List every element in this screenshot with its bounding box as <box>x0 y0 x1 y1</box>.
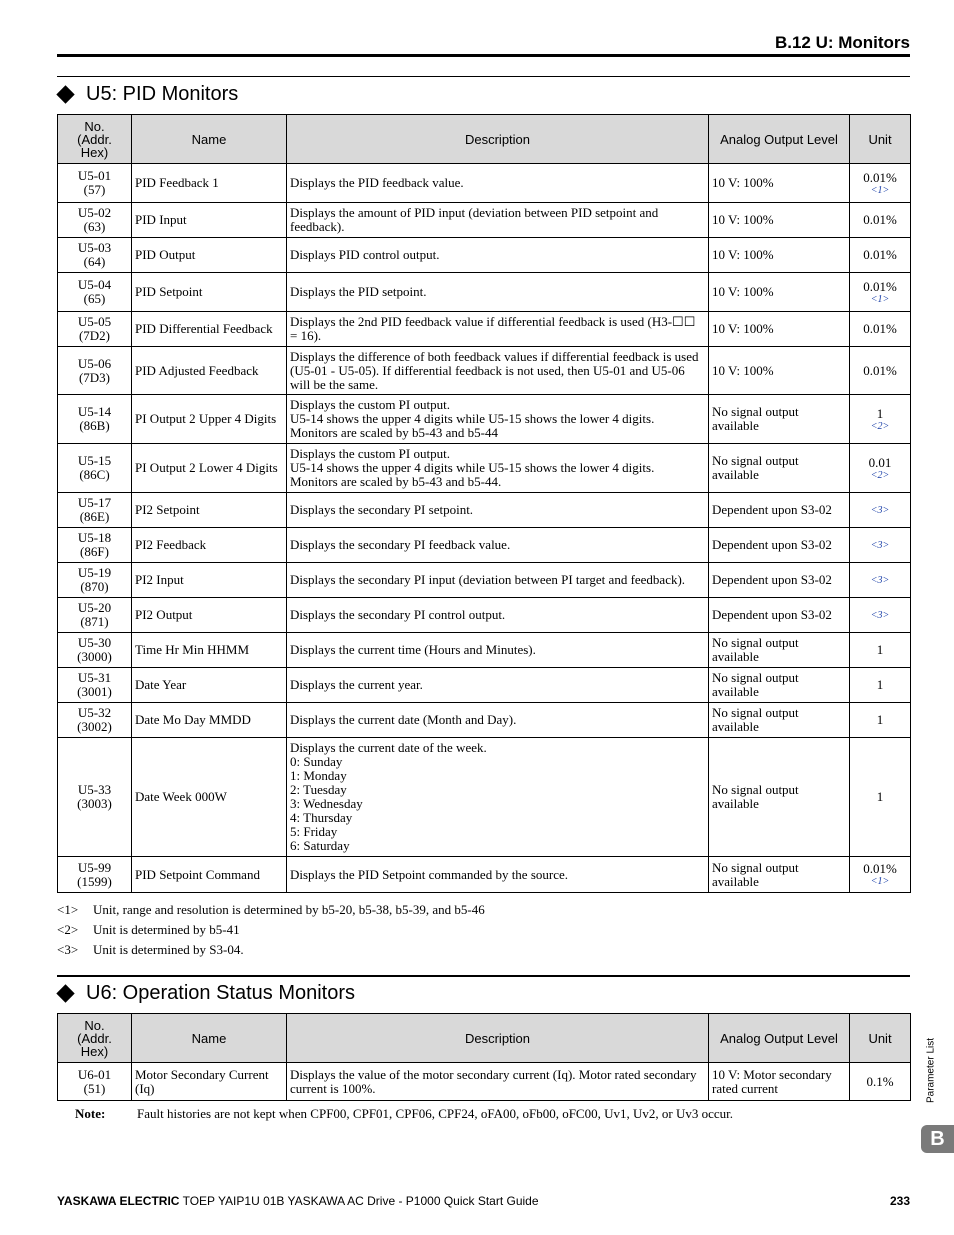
param-number: U5-06 (7D3) <box>58 347 132 395</box>
param-name: PI Output 2 Lower 4 Digits <box>132 444 287 493</box>
table-row <box>58 1063 911 1101</box>
u6-parameter-table <box>57 1013 911 1101</box>
param-description: Displays the current date (Month and Day). <box>287 703 709 738</box>
param-analog-output: 10 V: 100% <box>709 312 850 347</box>
param-number: U5-30 (3000) <box>58 633 132 668</box>
param-number: U5-99 (1599) <box>58 857 132 893</box>
param-description: Displays the 2nd PID feedback value if differential feedback is used (H3-☐☐ = 16). <box>287 312 709 347</box>
param-name: PI2 Setpoint <box>132 493 287 528</box>
param-name: Motor Secondary Current (Iq) <box>132 1063 287 1101</box>
param-unit <box>850 598 911 633</box>
param-analog-output: No signal output available <box>709 633 850 668</box>
u6-section-title <box>57 982 355 1005</box>
unit-value: 1 <box>876 789 884 804</box>
table-row <box>58 703 911 738</box>
param-analog-output: No signal output available <box>709 444 850 493</box>
param-description: Displays the secondary PI feedback value. <box>287 528 709 563</box>
param-unit <box>850 395 911 444</box>
side-label <box>921 1030 939 1110</box>
table-header-row <box>58 1014 911 1063</box>
u5-footnotes <box>57 900 485 960</box>
param-analog-output: 10 V: 100% <box>709 238 850 273</box>
param-number: U5-03 (64) <box>58 238 132 273</box>
table-row <box>58 164 911 203</box>
param-name: PID Setpoint <box>132 273 287 312</box>
unit-value: 1 <box>876 405 884 421</box>
param-analog-output: 10 V: 100% <box>709 347 850 395</box>
param-unit <box>850 703 911 738</box>
page-footer <box>57 1194 910 1208</box>
table-row <box>58 444 911 493</box>
param-analog-output: No signal output available <box>709 738 850 857</box>
param-analog-output: 10 V: Motor secondary rated current <box>709 1063 850 1101</box>
unit-value: 0.1% <box>866 1073 894 1089</box>
footnote-ref: <3> <box>870 609 890 621</box>
param-analog-output: No signal output available <box>709 703 850 738</box>
table-row <box>58 738 911 857</box>
param-name: PID Adjusted Feedback <box>132 347 287 395</box>
unit-value: 1 <box>876 642 884 657</box>
footnote <box>57 900 485 920</box>
footnote-ref: <3> <box>870 504 890 516</box>
footnote-text: Unit is determined by b5-41 <box>93 922 240 937</box>
param-number: U5-18 (86F) <box>58 528 132 563</box>
col-header-unit: Unit <box>850 1014 911 1063</box>
footnote-ref: <3> <box>870 539 890 551</box>
footnote <box>57 940 485 960</box>
param-unit <box>850 347 911 395</box>
param-unit <box>850 312 911 347</box>
param-name: Date Week 000W <box>132 738 287 857</box>
col-header-description: Description <box>287 115 709 164</box>
table-row <box>58 493 911 528</box>
header-rule <box>57 54 910 57</box>
col-header-analog-output: Analog Output Level <box>709 115 850 164</box>
table-row <box>58 857 911 893</box>
param-analog-output: No signal output available <box>709 857 850 893</box>
unit-value: 1 <box>876 677 884 692</box>
u5-title-text: U5: PID Monitors <box>86 83 239 105</box>
param-name: PID Setpoint Command <box>132 857 287 893</box>
param-description: Displays the amount of PID input (deviation between PID setpoint and feedback). <box>287 203 709 238</box>
footnote-key: <1> <box>57 902 79 917</box>
param-name: Date Year <box>132 668 287 703</box>
table-row <box>58 347 911 395</box>
param-unit <box>850 563 911 598</box>
param-number: U5-31 (3001) <box>58 668 132 703</box>
param-number: U5-33 (3003) <box>58 738 132 857</box>
param-analog-output: 10 V: 100% <box>709 273 850 312</box>
param-number: U5-04 (65) <box>58 273 132 312</box>
param-name: PI2 Input <box>132 563 287 598</box>
param-description: Displays the secondary PI setpoint. <box>287 493 709 528</box>
param-analog-output: Dependent upon S3-02 <box>709 563 850 598</box>
unit-value: 0.01% <box>863 861 897 876</box>
param-number: U5-05 (7D2) <box>58 312 132 347</box>
footnote-ref: <1> <box>870 184 890 196</box>
section-rule-2 <box>57 975 910 977</box>
section-header: B.12 U: Monitors <box>774 33 910 52</box>
col-header-analog-output: Analog Output Level <box>709 1014 850 1063</box>
table-row <box>58 312 911 347</box>
footnote-ref: <3> <box>870 574 890 586</box>
param-description: Displays the secondary PI control output. <box>287 598 709 633</box>
footer-doc: TOEP YAIP1U 01B YASKAWA AC Drive - P1000 Quick Start Guide <box>179 1194 539 1208</box>
param-number: U6-01 (51) <box>58 1063 132 1101</box>
table-row <box>58 668 911 703</box>
table-header-row <box>58 115 911 164</box>
param-unit <box>850 493 911 528</box>
param-description: Displays the custom PI output. U5-14 shows the upper 4 digits while U5-15 shows the lower 4 digits. Monitors are scaled by b5-43 and b5-44 <box>287 395 709 444</box>
param-number: U5-19 (870) <box>58 563 132 598</box>
table-row <box>58 238 911 273</box>
param-unit <box>850 164 911 203</box>
u6-title-text: U6: Operation Status Monitors <box>86 982 356 1004</box>
table-row <box>58 633 911 668</box>
param-description: Displays PID control output. <box>287 238 709 273</box>
param-analog-output: 10 V: 100% <box>709 164 850 203</box>
section-rule <box>57 76 910 77</box>
appendix-tab: B <box>921 1125 954 1153</box>
param-number: U5-01 (57) <box>58 164 132 203</box>
col-header-unit: Unit <box>850 115 911 164</box>
unit-value: 0.01% <box>863 278 897 294</box>
param-analog-output: 10 V: 100% <box>709 203 850 238</box>
param-analog-output: No signal output available <box>709 668 850 703</box>
unit-value: 0.01% <box>863 321 897 336</box>
param-description: Displays the current date of the week. 0: Sunday 1: Monday 2: Tuesday 3: Wednesday 4: Thursday 5: Friday 6: Saturday <box>287 738 709 857</box>
param-description: Displays the current time (Hours and Minutes). <box>287 633 709 668</box>
param-number: U5-20 (871) <box>58 598 132 633</box>
param-unit <box>850 238 911 273</box>
param-number: U5-32 (3002) <box>58 703 132 738</box>
footnote-text: Unit is determined by S3-04. <box>93 942 244 957</box>
footer-brand: YASKAWA ELECTRIC <box>57 1194 180 1208</box>
unit-value: 0.01 <box>868 454 892 470</box>
diamond-bullet-icon <box>56 984 74 1002</box>
param-unit <box>850 633 911 668</box>
note-label: Note: <box>75 1106 106 1121</box>
u5-section-title <box>57 83 238 106</box>
param-description: Displays the PID feedback value. <box>287 164 709 203</box>
col-header-name: Name <box>132 115 287 164</box>
param-name: PID Input <box>132 203 287 238</box>
page-number: 233 <box>889 1194 910 1208</box>
param-analog-output: No signal output available <box>709 395 850 444</box>
param-analog-output: Dependent upon S3-02 <box>709 528 850 563</box>
unit-value: 0.01% <box>863 247 897 262</box>
footnote-key: <2> <box>57 922 79 937</box>
footnote-text: Unit, range and resolution is determined by b5-20, b5-38, b5-39, and b5-46 <box>93 902 485 917</box>
param-description: Displays the PID Setpoint commanded by the source. <box>287 857 709 893</box>
param-number: U5-02 (63) <box>58 203 132 238</box>
unit-value: 0.01% <box>863 362 897 378</box>
footnote-ref: <1> <box>870 293 890 305</box>
param-unit <box>850 444 911 493</box>
table-row <box>58 273 911 312</box>
footnote-key: <3> <box>57 942 79 957</box>
unit-value: 0.01% <box>863 212 897 227</box>
footnote-ref: <2> <box>870 469 890 481</box>
param-unit <box>850 528 911 563</box>
table-row <box>58 528 911 563</box>
param-unit <box>850 857 911 893</box>
unit-value: 0.01% <box>863 169 897 185</box>
param-unit <box>850 203 911 238</box>
param-name: Date Mo Day MMDD <box>132 703 287 738</box>
table-row <box>58 563 911 598</box>
param-name: PI Output 2 Upper 4 Digits <box>132 395 287 444</box>
param-analog-output: Dependent upon S3-02 <box>709 493 850 528</box>
table-row <box>58 395 911 444</box>
side-label-text: Parameter List <box>925 1037 937 1104</box>
param-number: U5-15 (86C) <box>58 444 132 493</box>
col-header-name: Name <box>132 1014 287 1063</box>
param-unit <box>850 1063 911 1101</box>
col-header-no: No. (Addr. Hex) <box>58 115 132 164</box>
footnote <box>57 920 485 940</box>
param-number: U5-14 (86B) <box>58 395 132 444</box>
param-description: Displays the value of the motor secondary current (Iq). Motor rated secondary current is 100%. <box>287 1063 709 1101</box>
param-description: Displays the custom PI output. U5-14 shows the upper 4 digits while U5-15 shows the lower 4 digits. Monitors are scaled by b5-43 and b5-44. <box>287 444 709 493</box>
param-name: Time Hr Min HHMM <box>132 633 287 668</box>
param-name: PI2 Feedback <box>132 528 287 563</box>
param-description: Displays the PID setpoint. <box>287 273 709 312</box>
param-unit <box>850 273 911 312</box>
col-header-no: No. (Addr. Hex) <box>58 1014 132 1063</box>
u5-parameter-table <box>57 114 911 893</box>
param-description: Displays the current year. <box>287 668 709 703</box>
param-name: PID Feedback 1 <box>132 164 287 203</box>
unit-value: 1 <box>876 712 884 727</box>
param-name: PI2 Output <box>132 598 287 633</box>
col-header-description: Description <box>287 1014 709 1063</box>
table-row <box>58 598 911 633</box>
param-description: Displays the difference of both feedback values if differential feedback is used (U5-01 - U5-05). If differential feedback is not used, then U5-01 and U5-06 will be the same. <box>287 347 709 395</box>
fault-note <box>75 1106 733 1122</box>
note-text: Fault histories are not kept when CPF00, CPF01, CPF06, CPF24, oFA00, oFb00, oFC00, Uv1, Uv2, or Uv3 occur. <box>137 1106 734 1121</box>
table-row <box>58 203 911 238</box>
param-number: U5-17 (86E) <box>58 493 132 528</box>
footnote-ref: <1> <box>870 876 890 887</box>
param-unit <box>850 668 911 703</box>
param-unit <box>850 738 911 857</box>
param-analog-output: Dependent upon S3-02 <box>709 598 850 633</box>
param-description: Displays the secondary PI input (deviation between PI target and feedback). <box>287 563 709 598</box>
diamond-bullet-icon <box>56 85 74 103</box>
param-name: PID Differential Feedback <box>132 312 287 347</box>
param-name: PID Output <box>132 238 287 273</box>
footnote-ref: <2> <box>870 420 890 432</box>
